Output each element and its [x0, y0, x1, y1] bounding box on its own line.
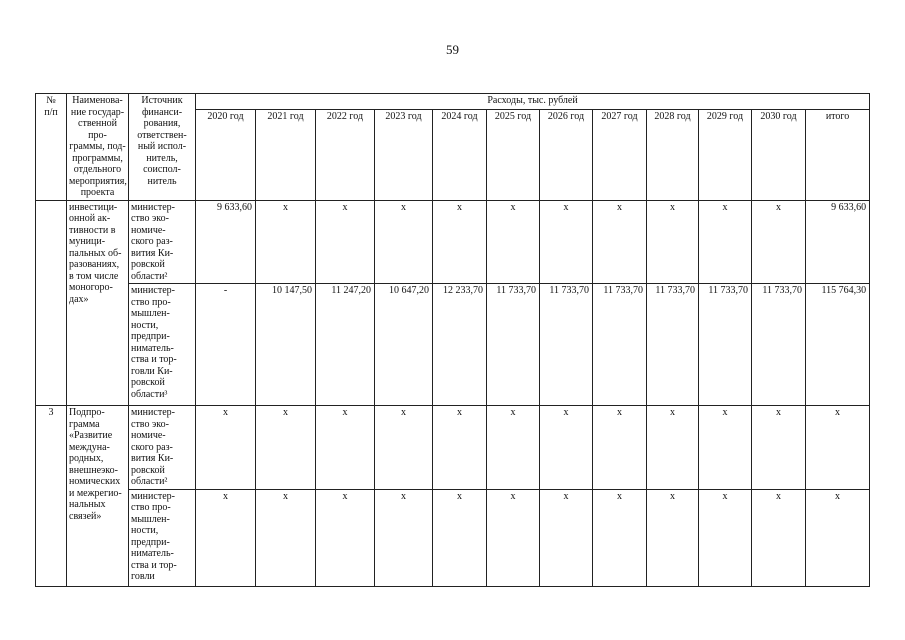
- value-cell: 11 733,70: [593, 284, 647, 406]
- table-row: [36, 406, 870, 490]
- total-cell: х: [806, 406, 870, 490]
- header-num: № п/п: [36, 94, 67, 201]
- value-cell: х: [256, 200, 316, 284]
- value-cell: х: [316, 406, 375, 490]
- value-cell: х: [593, 406, 647, 490]
- value-cell: х: [540, 200, 593, 284]
- table-row: [36, 284, 870, 406]
- expenses-table: [35, 93, 870, 587]
- value-cell: х: [375, 406, 433, 490]
- value-cell: 11 733,70: [487, 284, 540, 406]
- value-cell: х: [593, 489, 647, 586]
- value-cell: 12 233,70: [433, 284, 487, 406]
- total-cell: 9 633,60: [806, 200, 870, 284]
- total-cell: 115 764,30: [806, 284, 870, 406]
- value-cell: х: [256, 406, 316, 490]
- header-expenses: Расходы, тыс. рублей: [196, 94, 870, 110]
- header-year: 2024 год: [433, 109, 487, 200]
- value-cell: х: [487, 200, 540, 284]
- header-year: 2025 год: [487, 109, 540, 200]
- value-cell: 10 647,20: [375, 284, 433, 406]
- row-name-cell: Подпро- грамма «Развитие междуна- родных, внешнеэко- номических и межрегио- нальных связей»: [67, 406, 129, 587]
- value-cell: 10 147,50: [256, 284, 316, 406]
- header-year: 2020 год: [196, 109, 256, 200]
- header-total: итого: [806, 109, 870, 200]
- value-cell: х: [647, 489, 699, 586]
- header-row: [36, 94, 870, 110]
- row-num-cell: [36, 200, 67, 406]
- value-cell: 11 733,70: [752, 284, 806, 406]
- value-cell: х: [316, 489, 375, 586]
- value-cell: х: [540, 406, 593, 490]
- header-year: 2030 год: [752, 109, 806, 200]
- value-cell: х: [375, 200, 433, 284]
- header-year: 2027 год: [593, 109, 647, 200]
- source-cell: министер- ство эко- номиче- ского раз- вития Ки- ровской области²: [129, 200, 196, 284]
- value-cell: х: [196, 489, 256, 586]
- page-number: 59: [446, 42, 459, 57]
- value-cell: х: [647, 200, 699, 284]
- value-cell: х: [752, 200, 806, 284]
- value-cell: х: [433, 406, 487, 490]
- row-name-cell: инвестици- онной ак- тивности в муници- пальных об- разованиях, в том числе моногоро- дах»: [67, 200, 129, 406]
- value-cell: х: [316, 200, 375, 284]
- value-cell: х: [699, 489, 752, 586]
- header-year: 2022 год: [316, 109, 375, 200]
- header-year: 2029 год: [699, 109, 752, 200]
- header-year: 2026 год: [540, 109, 593, 200]
- value-cell: 11 733,70: [647, 284, 699, 406]
- source-cell: министер- ство про- мышлен- ности, предпри- ниматель- ства и тор- говли: [129, 489, 196, 586]
- header-year: 2021 год: [256, 109, 316, 200]
- value-cell: х: [647, 406, 699, 490]
- value-cell: х: [433, 200, 487, 284]
- source-cell: министер- ство про- мышлен- ности, предпри- ниматель- ства и тор- говли Ки- ровской области³: [129, 284, 196, 406]
- header-year: 2028 год: [647, 109, 699, 200]
- value-cell: х: [433, 489, 487, 586]
- value-cell: -: [196, 284, 256, 406]
- row-num-cell: 3: [36, 406, 67, 587]
- value-cell: х: [540, 489, 593, 586]
- value-cell: х: [375, 489, 433, 586]
- value-cell: х: [196, 406, 256, 490]
- value-cell: х: [752, 406, 806, 490]
- value-cell: 11 733,70: [699, 284, 752, 406]
- value-cell: 9 633,60: [196, 200, 256, 284]
- value-cell: х: [487, 406, 540, 490]
- header-name: Наименова- ние государ- ственной про- граммы, под- программы, отдельного мероприятия, проекта: [67, 94, 129, 201]
- value-cell: х: [593, 200, 647, 284]
- header-year: 2023 год: [375, 109, 433, 200]
- value-cell: х: [752, 489, 806, 586]
- value-cell: 11 247,20: [316, 284, 375, 406]
- source-cell: министер- ство эко- номиче- ского раз- вития Ки- ровской области²: [129, 406, 196, 490]
- total-cell: х: [806, 489, 870, 586]
- value-cell: х: [256, 489, 316, 586]
- table-row: [36, 200, 870, 284]
- table-row: [36, 489, 870, 586]
- value-cell: х: [487, 489, 540, 586]
- value-cell: х: [699, 200, 752, 284]
- value-cell: 11 733,70: [540, 284, 593, 406]
- value-cell: х: [699, 406, 752, 490]
- header-source: Источник финанси- рования, ответствен- ный испол- нитель, соиспол- нитель: [129, 94, 196, 201]
